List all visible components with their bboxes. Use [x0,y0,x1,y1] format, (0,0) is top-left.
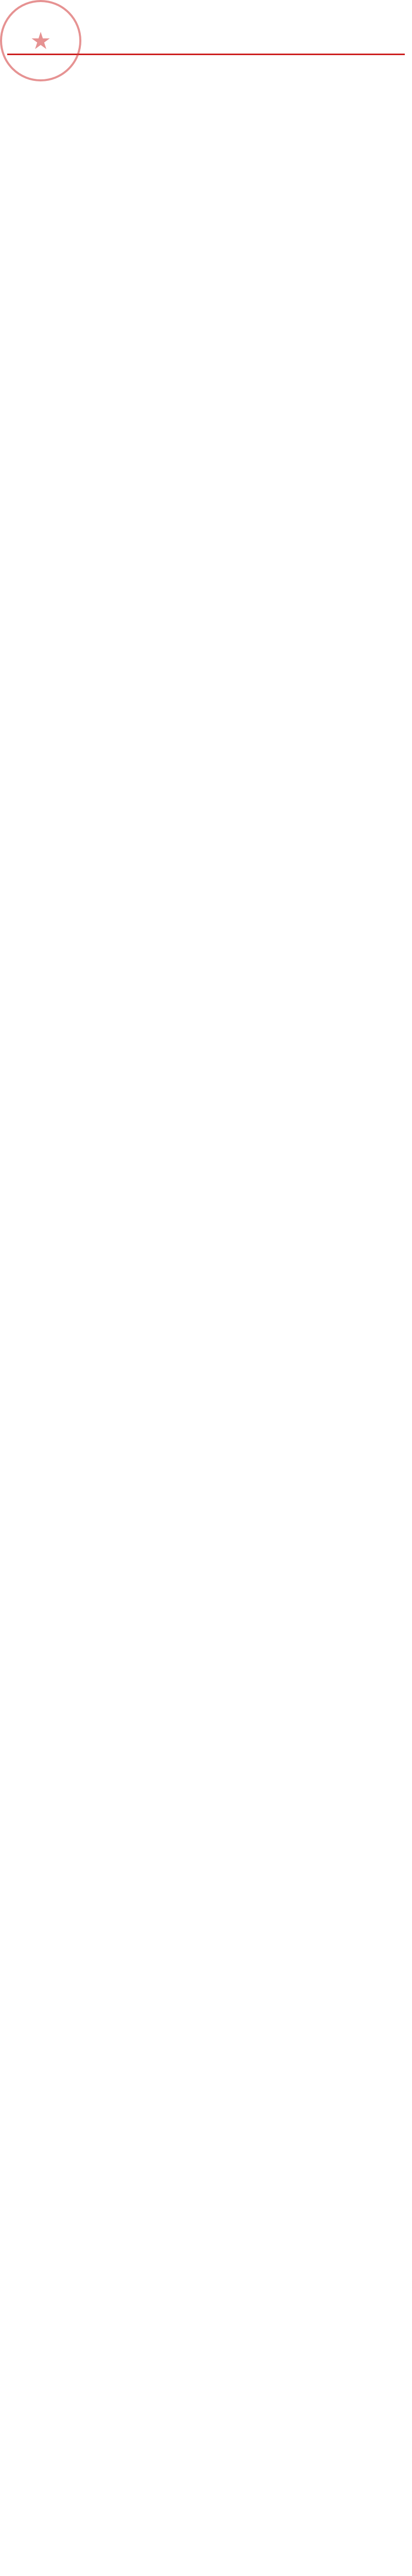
seal-star-icon: ★ [30,27,52,55]
official-seal [0,0,81,81]
document-body [26,77,386,107]
